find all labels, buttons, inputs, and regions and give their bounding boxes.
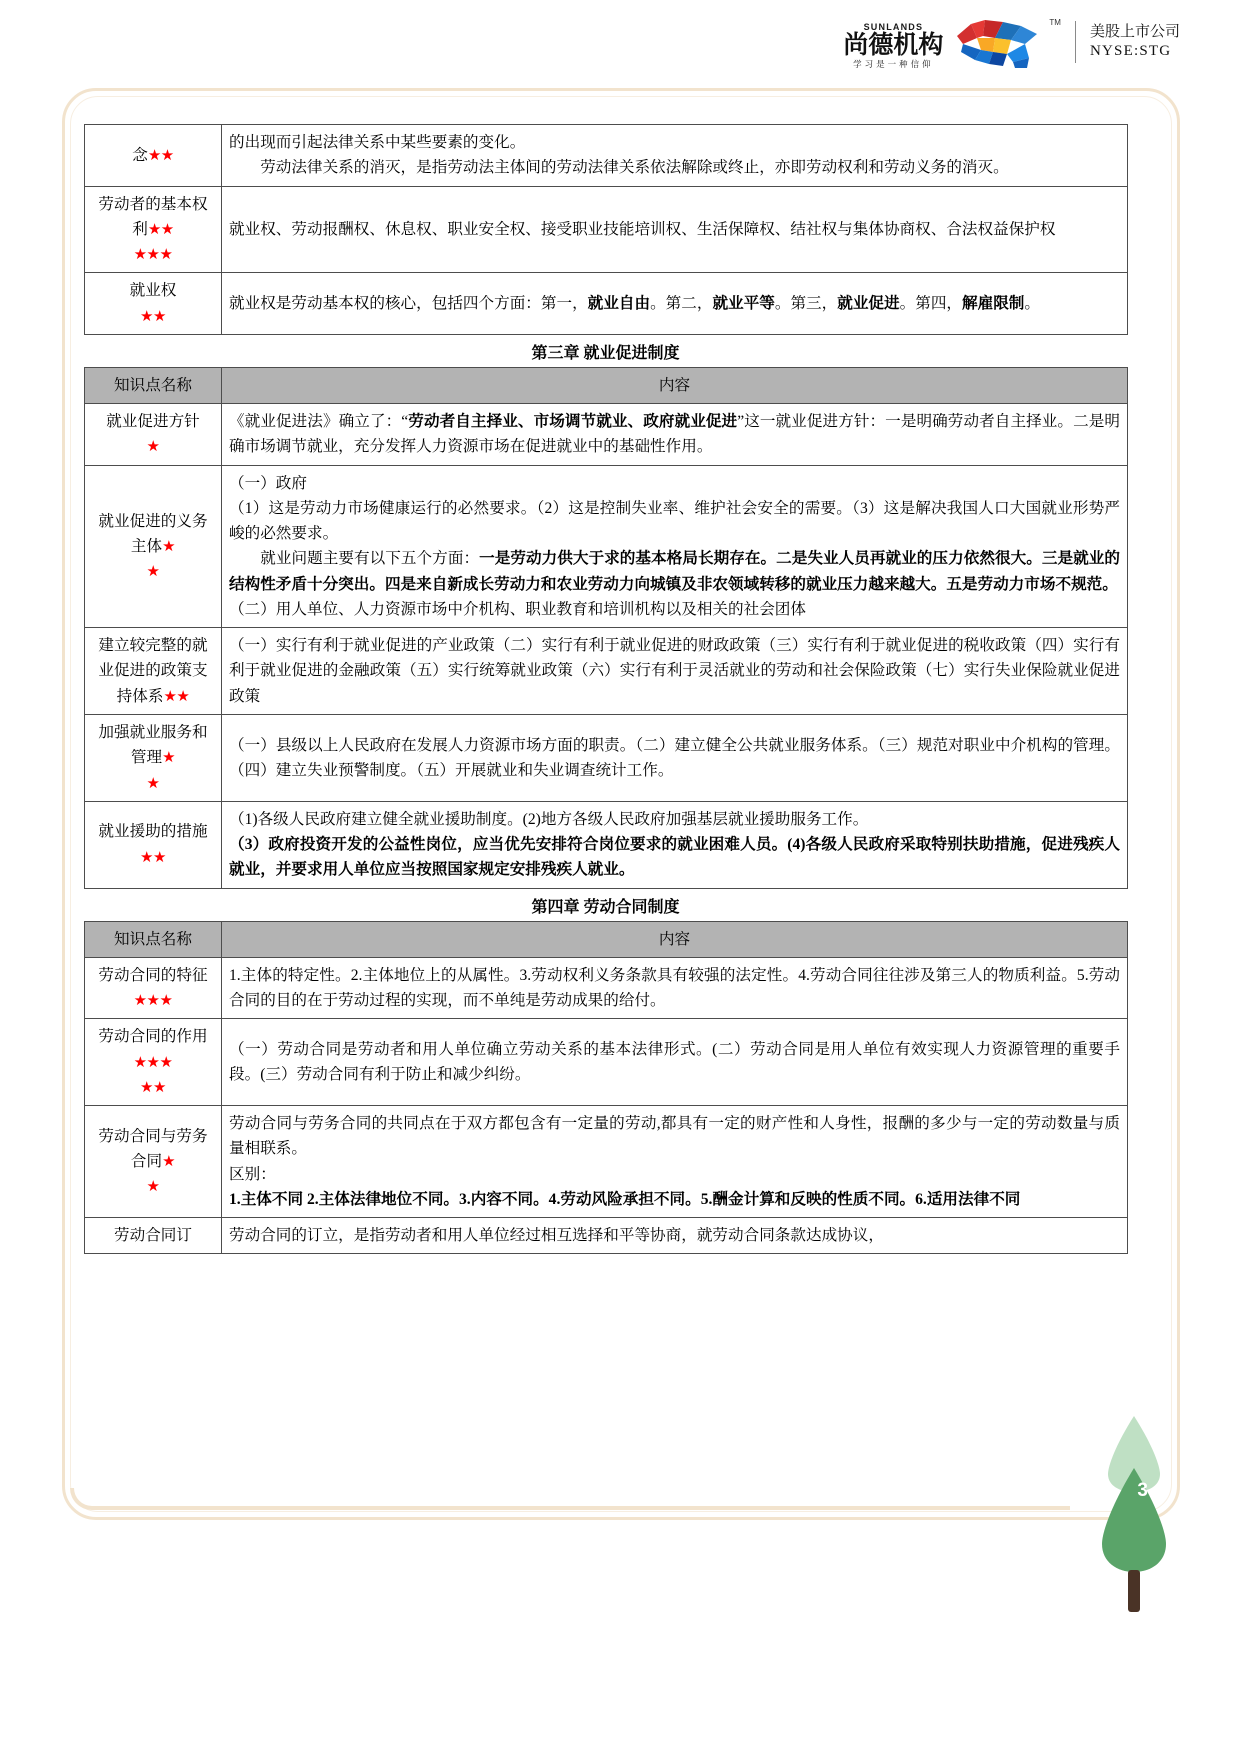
- star-rating-icon: ★★: [147, 221, 174, 238]
- knowledge-point-content: [222, 957, 1128, 1019]
- content-paragraph: [229, 963, 1120, 1014]
- knowledge-point-label: 劳动合同与劳务合同: [98, 1127, 208, 1171]
- knowledge-point-content: [222, 801, 1128, 888]
- column-header-name: 知识点名称: [85, 367, 222, 403]
- star-rating-icon: ★★★: [133, 247, 173, 264]
- body-text: 劳动法律关系的消灭，是指劳动法主体间的劳动法律关系依法解除或终止，亦即劳动权利和劳动义务的消灭。: [260, 159, 1009, 177]
- knowledge-point-content: [222, 628, 1128, 715]
- body-text: 劳动合同与劳务合同的共同点在于双方都包含有一定量的劳动,都具有一定的财产性和人身性，报酬的多少与一定的劳动数量与质量相联系。: [229, 1115, 1120, 1158]
- body-text: （一）政府: [229, 474, 307, 492]
- page-border-bottom-sweep: [70, 1488, 1070, 1510]
- table-header-row: [85, 921, 1128, 957]
- star-rating-icon: ★★★: [133, 993, 173, 1010]
- table-row: [85, 628, 1128, 715]
- table-row: [85, 465, 1128, 628]
- emphasis-text: 一是劳动力供大于求的基本格局长期存在。二是失业人员再就业的压力依然很大。三是就业的结构性矛盾十分突出。四是来自新成长劳动力和农业劳动力向城镇及非农领域转移的就业压力越来越大。五是劳动力市场不规范。: [229, 550, 1120, 593]
- content-paragraph: [229, 733, 1120, 784]
- table-row: [85, 957, 1128, 1019]
- star-rating-icon: ★: [162, 538, 176, 555]
- knowledge-point-label: 就业促进的义务主体: [98, 512, 208, 555]
- knowledge-point-content: [222, 714, 1128, 801]
- star-rating-icon: ★: [146, 775, 160, 792]
- knowledge-point-label: 建立较完整的就业促进的政策支持体系: [98, 637, 208, 705]
- knowledge-point-content: [222, 186, 1128, 273]
- emphasis-text: 就业平等: [712, 294, 775, 312]
- knowledge-point-content: [222, 404, 1128, 466]
- knowledge-point-name: [85, 1106, 222, 1218]
- content-paragraph: [229, 832, 1120, 883]
- table-row: [85, 404, 1128, 466]
- body-text: （一）县级以上人民政府在发展人力资源市场方面的职责。（二）建立健全公共就业服务体系。（三）规范对职业中介机构的管理。（四）建立失业预警制度。（五）开展就业和失业调查统计工作。: [229, 736, 1120, 779]
- body-text: ”这一就业促进方针：一是明确劳动者自主择业。二是明确市场调节就业，充分发挥人力资源市场在促进就业中的基础性作用。: [229, 413, 1121, 456]
- page-header: [843, 16, 1180, 68]
- star-rating-icon: ★: [162, 1154, 176, 1171]
- knowledge-point-name: [85, 404, 222, 466]
- table-row: [85, 1106, 1128, 1218]
- content-paragraph: [229, 1223, 1120, 1248]
- star-rating-icon: ★★: [140, 308, 166, 325]
- knowledge-point-name: [85, 273, 222, 335]
- knowledge-point-name: [85, 125, 222, 187]
- brand-slogan: 学习是一种信仰: [853, 58, 934, 69]
- content-paragraph: [229, 546, 1120, 597]
- column-header-content: 内容: [222, 921, 1128, 957]
- star-rating-icon: ★★: [140, 1079, 166, 1096]
- star-rating-icon: ★: [146, 564, 160, 581]
- knowledge-point-content: [222, 465, 1128, 628]
- knowledge-point-label: 劳动合同的特征: [98, 966, 208, 984]
- emphasis-text: 1.主体不同 2.主体法律地位不同。3.内容不同。4.劳动风险承担不同。5.酬金计算和反映的性质不同。6.适用法律不同: [229, 1190, 1021, 1208]
- header-divider: [1075, 21, 1076, 63]
- knowledge-table: [84, 367, 1128, 889]
- body-text: 劳动合同的订立，是指劳动者和用人单位经过相互选择和平等协商，就劳动合同条款达成协议，: [229, 1227, 884, 1245]
- knowledge-point-name: [85, 1019, 222, 1106]
- content-paragraph: [229, 807, 1120, 832]
- emphasis-text: 劳动者自主择业、市场调节就业、政府就业促进: [408, 413, 738, 431]
- star-rating-icon: ★: [162, 750, 176, 767]
- star-rating-icon: ★★: [147, 147, 174, 164]
- knowledge-point-name: [85, 714, 222, 801]
- trademark-mark: TM: [1049, 18, 1061, 27]
- emphasis-text: 解雇限制: [962, 294, 1025, 312]
- star-rating-icon: ★★★: [133, 1054, 173, 1071]
- body-text: 。第四，: [899, 294, 963, 312]
- knowledge-point-label: 就业权: [129, 282, 177, 300]
- knowledge-point-content: [222, 1106, 1128, 1218]
- body-text: （二）用人单位、人力资源市场中介机构、职业教育和培训机构以及相关的社会团体: [229, 600, 806, 618]
- body-text: （一）劳动合同是劳动者和用人单位确立劳动关系的基本法律形式。(二）劳动合同是用人单位有效实现人力资源管理的重要手段。(三）劳动合同有利于防止和减少纠纷。: [229, 1041, 1120, 1084]
- brand-logo: [843, 16, 1061, 68]
- emphasis-text: （3）政府投资开发的公益性岗位，应当优先安排符合岗位要求的就业困难人员。(4)各级人民政府采取特别扶助措施，促进残疾人就业，并要求用人单位应当按照国家规定安排残疾人就业。: [229, 836, 1120, 879]
- content-paragraph: [229, 155, 1120, 180]
- knowledge-point-label: 念: [132, 146, 148, 164]
- column-header-content: 内容: [222, 367, 1128, 403]
- body-text: 。第二，: [650, 294, 713, 312]
- knowledge-point-label: 就业援助的措施: [98, 823, 208, 841]
- knowledge-point-name: [85, 186, 222, 273]
- table-header-row: [85, 367, 1128, 403]
- star-rating-icon: ★★: [163, 688, 190, 705]
- body-text: 的出现而引起法律关系中某些要素的变化。: [229, 134, 526, 151]
- content-paragraph: [229, 130, 1120, 155]
- knowledge-table: [84, 921, 1128, 1255]
- body-text: 《就业促进法》确立了：“: [229, 413, 409, 431]
- listing-info: [1090, 23, 1180, 61]
- body-text: 。第三，: [774, 294, 838, 312]
- knowledge-table: [84, 124, 1128, 335]
- column-header-name: 知识点名称: [85, 921, 222, 957]
- table-row: [85, 1019, 1128, 1106]
- content-paragraph: [229, 496, 1120, 547]
- knowledge-point-label: 劳动合同的作用: [98, 1028, 208, 1046]
- table-row: [85, 801, 1128, 888]
- listing-ticker: NYSE:STG: [1089, 43, 1172, 59]
- knowledge-point-label: 就业促进方针: [106, 413, 200, 431]
- knowledge-point-label: 劳动合同订: [114, 1227, 192, 1245]
- brand-logo-text: [843, 23, 943, 69]
- star-rating-icon: ★★: [140, 849, 166, 866]
- tree-decoration-icon: [1086, 1412, 1182, 1612]
- content-paragraph: [229, 1187, 1120, 1212]
- content-paragraph: [229, 1037, 1120, 1088]
- table-row: [85, 273, 1128, 335]
- body-text: 就业问题主要有以下五个方面：: [260, 550, 480, 568]
- knowledge-point-name: [85, 801, 222, 888]
- chapter-title: 第四章 劳动合同制度: [531, 898, 680, 916]
- content-paragraph: [229, 1162, 1120, 1187]
- content-paragraph: [229, 217, 1120, 242]
- brand-name-english: SUNLANDS: [863, 21, 924, 32]
- knowledge-point-content: [222, 1218, 1128, 1254]
- body-text: （一）实行有利于就业促进的产业政策（二）实行有利于就业促进的财政政策（三）实行有利于就业促进的税收政策（四）实行有利于就业促进的金融政策（五）实行统筹就业政策（六）实行有利于灵活就业的劳动和社会保险政策（七）实行失业保险就业促进政策: [229, 637, 1120, 705]
- bull-logo-icon: [951, 16, 1043, 68]
- emphasis-text: 就业促进: [837, 294, 900, 312]
- knowledge-point-name: [85, 465, 222, 628]
- knowledge-point-label: 加强就业服务和管理: [98, 723, 208, 767]
- table-row: [85, 186, 1128, 273]
- emphasis-text: 就业自由: [587, 294, 651, 312]
- body-text: （1)各级人民政府建立健全就业援助制度。(2)地方各级人民政府加强基层就业援助服务工作。: [229, 810, 869, 828]
- knowledge-point-name: [85, 957, 222, 1019]
- knowledge-point-name: [85, 1218, 222, 1254]
- content-paragraph: [229, 409, 1120, 460]
- body-text: 。: [1024, 294, 1041, 312]
- content-paragraph: [229, 633, 1120, 709]
- chapter-title: 第三章 就业促进制度: [531, 344, 680, 362]
- content-paragraph: [229, 291, 1120, 316]
- knowledge-point-content: [222, 125, 1128, 187]
- body-text: 区别：: [229, 1165, 276, 1183]
- listing-market-cn: 美股上市公司: [1089, 24, 1180, 41]
- knowledge-point-label: 劳动者的基本权利: [98, 195, 208, 238]
- table-row: [85, 1218, 1128, 1254]
- body-text: 1.主体的特定性。2.主体地位上的从属性。3.劳动权利义务条款具有较强的法定性。4.劳动合同往往涉及第三人的物质利益。5.劳动合同的目的在于劳动过程的实现，而不单纯是劳动成果的给付。: [229, 966, 1120, 1010]
- page-number: 3: [1137, 1480, 1148, 1501]
- knowledge-point-name: [85, 628, 222, 715]
- knowledge-point-content: [222, 273, 1128, 335]
- document-content: [84, 124, 1148, 1254]
- content-paragraph: [229, 597, 1120, 622]
- star-rating-icon: ★: [146, 439, 160, 456]
- table-row: [85, 125, 1128, 187]
- knowledge-point-content: [222, 1019, 1128, 1106]
- body-text: （1）这是劳动力市场健康运行的必然要求。（2）这是控制失业率、维护社会安全的需要。（3）这是解决我国人口大国就业形势严峻的必然要求。: [229, 499, 1120, 543]
- content-paragraph: [229, 1111, 1120, 1162]
- star-rating-icon: ★: [146, 1179, 160, 1196]
- table-row: [85, 714, 1128, 801]
- body-text: 就业权是劳动基本权的核心，包括四个方面：第一，: [229, 294, 588, 312]
- brand-name-chinese: 尚德机构: [843, 31, 944, 59]
- body-text: 就业权、劳动报酬权、休息权、职业安全权、接受职业技能培训权、生活保障权、结社权与集体协商权、合法权益保护权: [229, 220, 1056, 238]
- content-paragraph: [229, 471, 1120, 496]
